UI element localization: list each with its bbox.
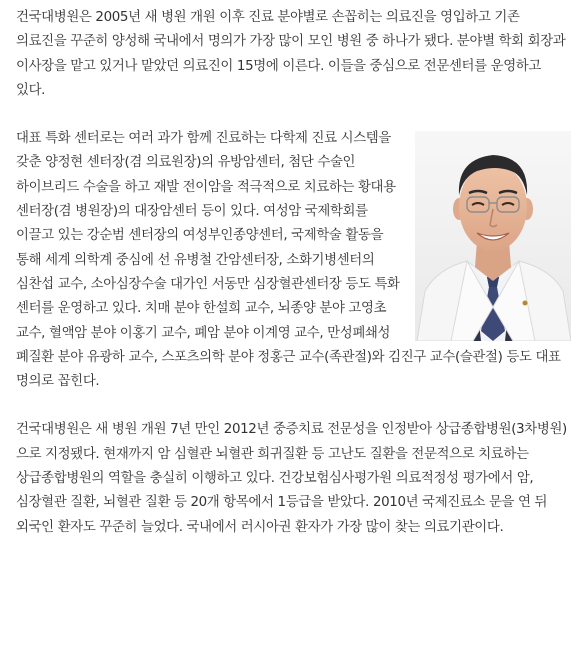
paragraph-intro: 건국대병원은 2005년 새 병원 개원 이후 진료 분야별로 손꼽히는 의료진을 영입하고 기존 의료진을 꾸준히 양성해 국내에서 명의가 가장 많이 모인 병원 중 하나가 됐다. 분야별 학회 회장과 이사장을 맡고 있거나 맡았던 의료진이 15명에 이른다. 이들을 중심으로 전문센터를 운영하고 있다. (16, 10, 566, 98)
paragraph-centers-text: 대표 특화 센터로는 여러 과가 함께 진료하는 다학제 진료 시스템을 갖춘 양정현 센터장(겸 의료원장)의 유방암센터, 첨단 수술인 하이브리드 수술을 하고 재발 전이암을 적극적으로 치료하는 황대용 센터장(겸 병원장)의 대장암센터 등이 있다. 여성암 국제학회를 이끌고 있는 강순범 센터장의 여성부인종양센터, 국제학술 활동을 통해 세계 의학계 중심에 선 유병철 간암센터장, 소화기병센터의 심찬섭 교수, 소아심장수술 대가인 서동만 심장혈관센터장 등도 특화 센터를 운영하고 있다. 치매 분야 한설희 교수, 뇌종양 분야 고영초 교수, 혈액암 분야 이홍기 교수, 폐암 분야 이계영 교수, 만성폐쇄성 폐질환 분야 유광하 교수, 스포츠의학 분야 정홍근 교수(족관절)와 김진구 교수(슬관절) 등도 대표 명의로 꼽힌다. (16, 131, 561, 390)
doctor-portrait-photo (415, 131, 571, 341)
paragraph-centers (16, 127, 571, 394)
doctor-portrait-illustration (415, 131, 571, 341)
paragraph-hospital-status: 건국대병원은 새 병원 개원 7년 만인 2012년 중증치료 전문성을 인정받아 상급종합병원(3차병원)으로 지정됐다. 현재까지 암 심혈관 뇌혈관 희귀질환 등 고난도 질환을 전문적으로 치료하는 상급종합병원의 역할을 충실히 이행하고 있다. 건강보험심사평가원 의료적정성 평가에서 암, 심장혈관 질환, 뇌혈관 질환 등 20개 항목에서 1등급을 받았다. 2010년 국제진료소 문을 연 뒤 외국인 환자도 꾸준히 늘었다. 국내에서 러시아권 환자가 가장 많이 찾는 의료기관이다. (16, 422, 567, 535)
article-body (16, 6, 571, 540)
